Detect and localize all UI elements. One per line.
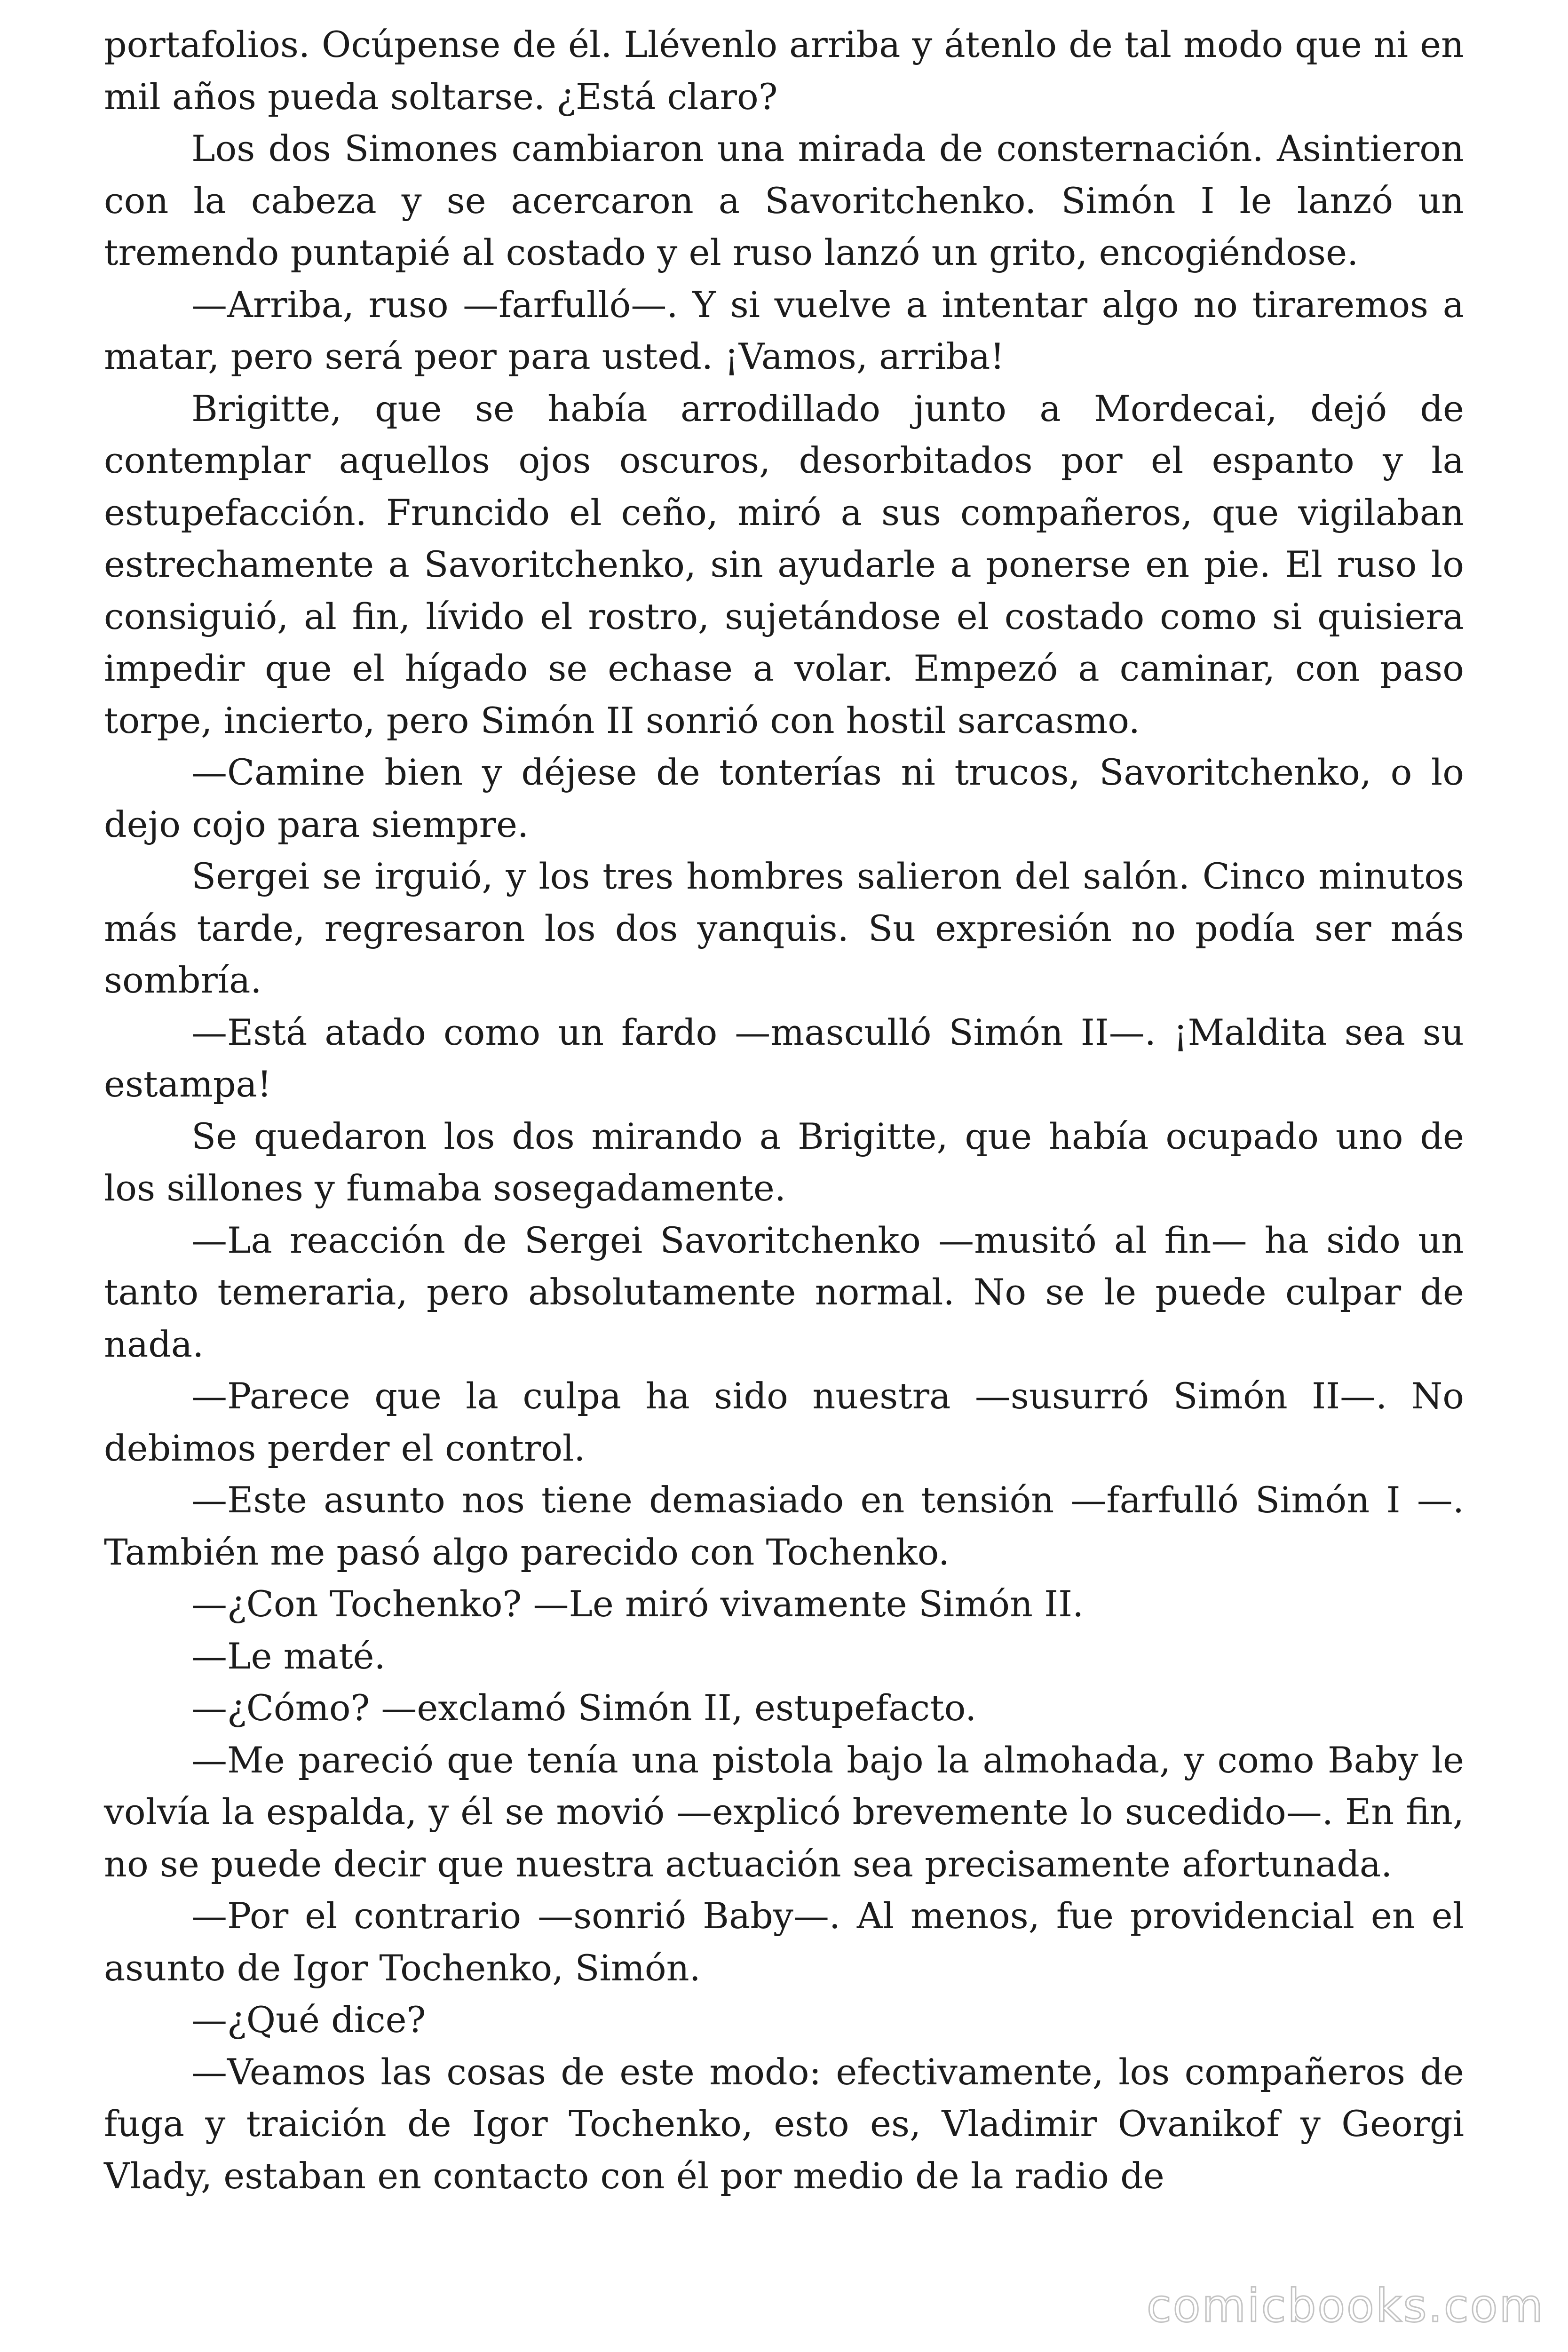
paragraph: —Está atado como un fardo —masculló Simón II—. ¡Maldita sea su estampa!	[104, 1011, 1464, 1105]
paragraph: Los dos Simones cambiaron una mirada de consternación. Asintieron con la cabeza y se acercaron a Savoritchenko. Simón I le lanzó un tremendo puntapié al costado y el ruso lanzó un grito, encogiéndose.	[104, 127, 1464, 273]
paragraph: —Por el contrario —sonrió Baby—. Al menos, fue providencial en el asunto de Igor Tochenko, Simón.	[104, 1895, 1464, 1989]
paragraph: —¿Con Tochenko? —Le miró vivamente Simón II.	[191, 1583, 1084, 1625]
paragraph: portafolios. Ocúpense de él. Llévenlo arriba y átenlo de tal modo que ni en mil años pueda soltarse. ¿Está claro?	[104, 24, 1464, 118]
paragraph: —La reacción de Sergei Savoritchenko —musitó al fin— ha sido un tanto temeraria, pero absolutamente normal. No se le puede culpar de nada.	[104, 1219, 1464, 1365]
paragraph: —¿Qué dice?	[191, 1999, 426, 2041]
paragraph: —Veamos las cosas de este modo: efectivamente, los compañeros de fuga y traición de Igor Tochenko, esto es, Vladimir Ovanikof y Georgi Vlady, estaban en contacto con él por medio de la radio de	[104, 2050, 1464, 2197]
page-text	[104, 19, 1464, 2202]
paragraph: Sergei se irguió, y los tres hombres salieron del salón. Cinco minutos más tarde, regresaron los dos yanquis. Su expresión no podía ser más sombría.	[104, 855, 1464, 1001]
paragraph: Brigitte, que se había arrodillado junto a Mordecai, dejó de contemplar aquellos ojos oscuros, desorbitados por el espanto y la estupefacción. Fruncido el ceño, miró a sus compañeros, que vigilaban estrechamente a Savoritchenko, sin ayudarle a ponerse en pie. El ruso lo consiguió, al fin, lívido el rostro, sujetándose el costado como si quisiera impedir que el hígado se echase a volar. Empezó a caminar, con paso torpe, incierto, pero Simón II sonrió con hostil sarcasmo.	[104, 387, 1464, 741]
paragraph: —Camine bien y déjese de tonterías ni trucos, Savoritchenko, o lo dejo cojo para siempre.	[104, 751, 1464, 845]
paragraph: Se quedaron los dos mirando a Brigitte, que había ocupado uno de los sillones y fumaba sosegadamente.	[104, 1115, 1464, 1209]
watermark: comicbooks.com	[1146, 2280, 1544, 2332]
paragraph: —Parece que la culpa ha sido nuestra —susurró Simón II—. No debimos perder el control.	[104, 1375, 1464, 1469]
paragraph: —¿Cómo? —exclamó Simón II, estupefacto.	[191, 1687, 977, 1729]
paragraph: —Arriba, ruso —farfulló—. Y si vuelve a intentar algo no tiraremos a matar, pero será peor para usted. ¡Vamos, arriba!	[104, 283, 1464, 377]
paragraph: —Este asunto nos tiene demasiado en tensión —farfulló Simón I —. También me pasó algo parecido con Tochenko.	[104, 1479, 1464, 1573]
paragraph: —Me pareció que tenía una pistola bajo la almohada, y como Baby le volvía la espalda, y él se movió —explicó brevemente lo sucedido—. En fin, no se puede decir que nuestra actuación sea precisamente afortunada.	[104, 1739, 1464, 1885]
paragraph: —Le maté.	[191, 1635, 386, 1677]
